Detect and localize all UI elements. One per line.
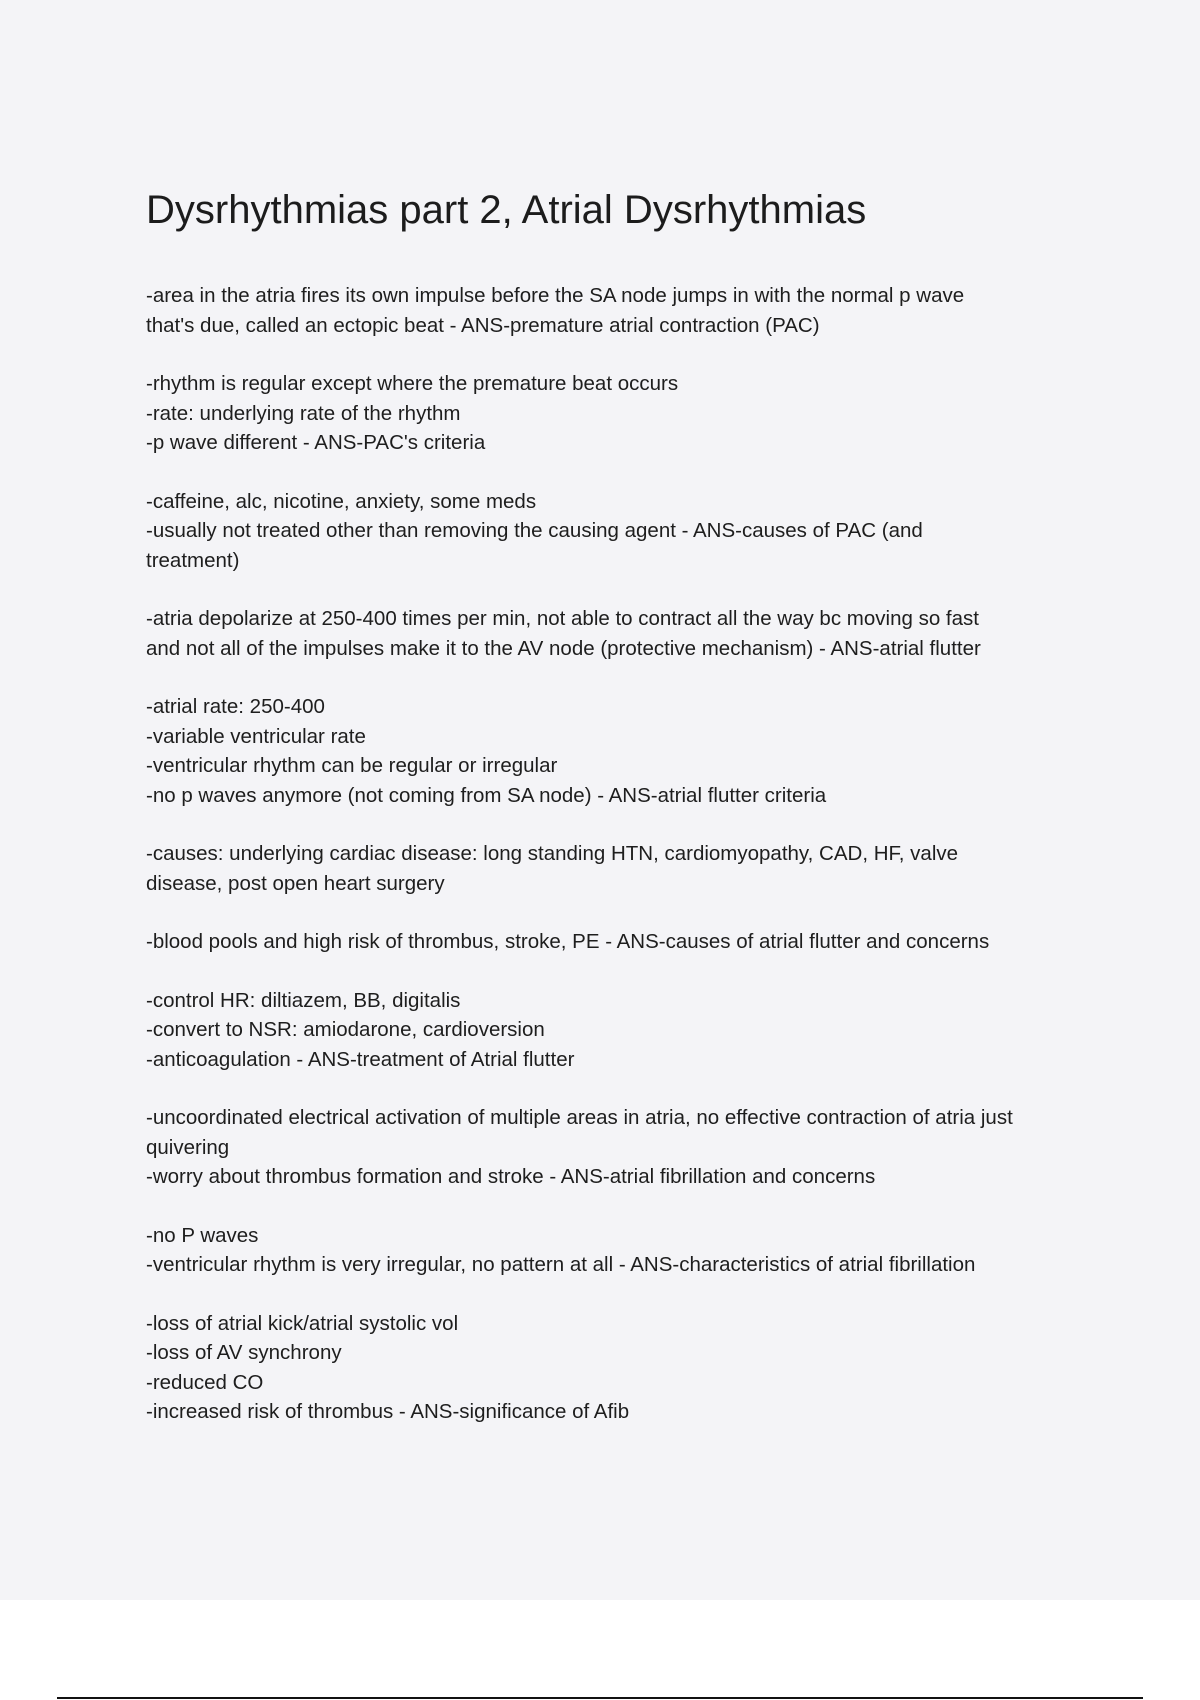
document-body [146, 281, 1106, 1456]
paragraph-pac-criteria [146, 369, 1106, 458]
document-title: Dysrhythmias part 2, Atrial Dysrhythmias [146, 188, 867, 232]
text-line: -worry about thrombus formation and stroke - ANS-atrial fibrillation and concerns [146, 1165, 876, 1188]
text-line: -convert to NSR: amiodarone, cardioversion [146, 1018, 545, 1041]
paragraph-pac-causes [146, 487, 1106, 576]
text-line: -reduced CO [146, 1370, 264, 1394]
text-line: -loss of AV synchrony [146, 1341, 342, 1364]
paragraph-afib-significance [146, 1309, 1106, 1427]
text-line: -rhythm is regular except where the premature beat occurs [146, 372, 679, 395]
text-line: quivering [146, 1135, 230, 1159]
text-line: -atrial rate: 250-400 [146, 695, 325, 718]
paragraph-flutter-treatment [146, 986, 1106, 1075]
text-line: -ventricular rhythm is very irregular, no pattern at all - ANS-characteristics of atrial fibrillation [146, 1253, 976, 1276]
text-line: -anticoagulation - ANS-treatment of Atrial flutter [146, 1047, 575, 1071]
paragraph-afib-concerns [146, 1103, 1106, 1192]
text-line: -caffeine, alc, nicotine, anxiety, some meds [146, 489, 537, 513]
text-line: -loss of atrial kick/atrial systolic vol [146, 1311, 459, 1335]
text-line: -causes: underlying cardiac disease: long standing HTN, cardiomyopathy, CAD, HF, valve [146, 842, 959, 865]
text-line: -area in the atria fires its own impulse before the SA node jumps in with the normal p wave [146, 284, 965, 307]
text-line: -p wave different - ANS-PAC's criteria [146, 431, 486, 454]
paragraph-flutter-concerns [146, 927, 1106, 957]
text-line: -blood pools and high risk of thrombus, stroke, PE - ANS-causes of atrial flutter and concerns [146, 930, 990, 953]
paragraph-atrial-flutter-criteria [146, 692, 1106, 810]
text-line: treatment) [146, 548, 240, 572]
text-line: -control HR: diltiazem, BB, digitalis [146, 988, 461, 1012]
text-line: -uncoordinated electrical activation of multiple areas in atria, no effective contraction of atria just [146, 1106, 1013, 1129]
text-line: -increased risk of thrombus - ANS-significance of Afib [146, 1400, 630, 1423]
paragraph-pac-definition [146, 281, 1106, 340]
text-line: disease, post open heart surgery [146, 871, 445, 895]
text-line: that's due, called an ectopic beat - ANS-premature atrial contraction (PAC) [146, 313, 820, 337]
text-line: -no p waves anymore (not coming from SA node) - ANS-atrial flutter criteria [146, 783, 827, 807]
text-line: and not all of the impulses make it to the AV node (protective mechanism) - ANS-atrial flutter [146, 636, 981, 660]
paragraph-flutter-causes [146, 839, 1106, 898]
paragraph-afib-characteristics [146, 1221, 1106, 1280]
footer-divider [57, 1697, 1143, 1699]
text-line: -variable ventricular rate [146, 724, 366, 748]
paragraph-atrial-flutter [146, 604, 1106, 663]
text-line: -ventricular rhythm can be regular or irregular [146, 754, 558, 777]
text-line: -atria depolarize at 250-400 times per min, not able to contract all the way bc moving so fast [146, 607, 979, 630]
text-line: -rate: underlying rate of the rhythm [146, 401, 461, 425]
text-line: -no P waves [146, 1223, 259, 1247]
text-line: -usually not treated other than removing the causing agent - ANS-causes of PAC (and [146, 519, 923, 542]
